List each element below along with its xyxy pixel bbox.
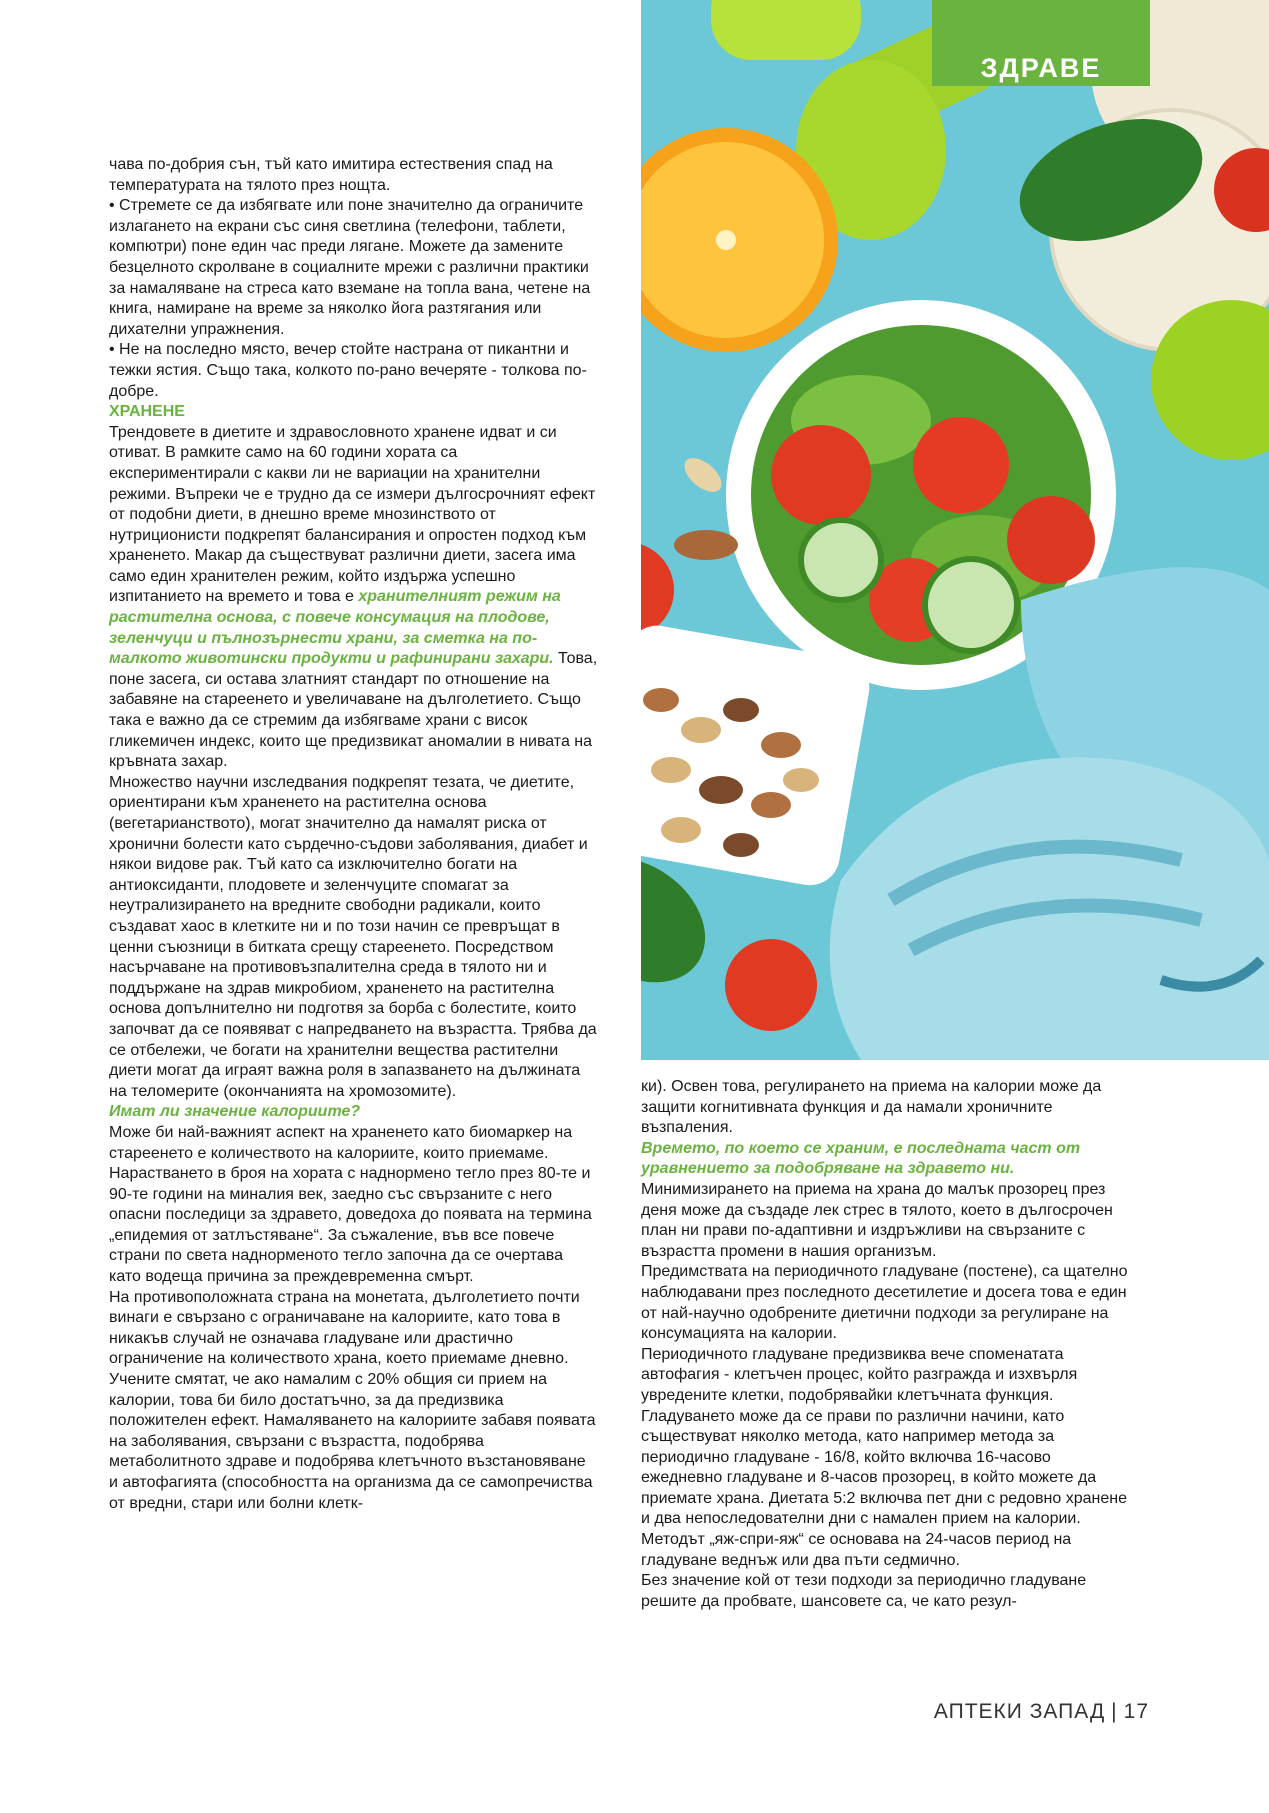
dumbbell-end: [711, 0, 861, 60]
section-heading: ХРАНЕНЕ: [109, 403, 185, 421]
paragraph: Може би най-важният аспект на храненето като биомаркер на стареенето е количеството на калориите, които приемаме. Нарастването в броя на хората с наднормено тегло през 80-те и 90-те години на миналия век, заедно със свързаните с него опасни последици за здравето, доведоха до появата на термина „епидемия от затлъстяване“. За съжаление, във все повече страни по света наднорменото тегло започна да се очертава като водеща причина за преждевременна смърт.: [109, 1123, 592, 1286]
page-footer: [934, 1700, 1149, 1724]
article-column-left: [109, 155, 599, 1514]
paragraph: Гладуването може да се прави по различни начини, като съществуват няколко метода, като например метода за периодично гладуване - 16/8, който включва 16-часово ежедневно гладуване и 8-часов прозорец, в който можете да приемате храна. Диетата 5:2 включва пет дни с редовно хранене и два непоследователни дни с намален прием на калории. Методът „яж-спри-яж“ се основава на 24-часов период на гладуване веднъж или два пъти седмично.: [641, 1407, 1127, 1569]
paragraph: Предимствата на периодичното гладуване (постене), са щателно наблюдавани през последното десетилетие и досега това е един от най-научно одобрените диетични подходи за регулиране на консумацията на калории.: [641, 1263, 1128, 1343]
paragraph: Периодичното гладуване предизвиква вече споменатата автофагия - клетъчен процес, който разгражда и изхвърля увредените клетки, подобрявайки клетъчната функция.: [641, 1345, 1078, 1404]
cashew: [678, 452, 727, 499]
page-number: 17: [1123, 1700, 1149, 1723]
paragraph: Множество научни изследвания подкрепят тезата, че диетите, ориентирани към храненето на растителна основа (вегетарианството), могат значително да намалят риска от хронични болести като сърдечно-съдови заболявания, диабет и някои видове рак. Тъй като са изключително богати на антиоксиданти, плодовете и зеленчуците спомагат за неутрализирането на вредните свободни радикали, които създават хаос в клетките ни и по този начин се превръщат в ценни съюзници в битката срещу стареенето. Посредством насърчаване на противовъзпалителна среда в тялото ни и поддържане на здрав микробиом, храненето на растителна основа допълнително ни подготвя за борба с болестите, които започват да се появяват с напредването на възрастта. Трябва да се отбележи, че богати на хранителни вещества растителни диети могат да играят важна роля в запазването на дължината на теломерите (окончанията на хромозомите).: [109, 773, 597, 1100]
publication-name: АПТЕКИ ЗАПАД: [933, 1700, 1106, 1723]
tomato-slice: [913, 417, 1009, 513]
cherry-tomato: [641, 542, 674, 638]
article-column-right: [641, 1077, 1131, 1612]
paragraph: Трендовете в диетите и здравословното хранене идват и си отиват. В рамките само на 60 години хората са експериментирали с какви ли не вариации на хранителни режими. Въпреки че е трудно да се измери дългосрочният ефект от подобни диети, в днешно време мнозинството от нутриционисти подкрепят балансирания и опростен подход към храненето. Макар да съществуват различни диети, засега има само един хранителен режим, който издържа успешно изпитанието на времето и това е хранителният режим на растителна основа, с повече консумация на плодове, зеленчуци и пълнозърнести храни, за сметка на по-малкото животински продукти и рафинирани захари. Това, поне засега, си остава златният стандарт по отношение на забавяне на стареенето и увеличаване на дълголетието. Също така е важно да се стремим да избягваме храни с висок гликемичен индекс, които ще предизвикат аномалии в нивата на кръвната захар.: [109, 423, 598, 771]
paragraph: На противоположната страна на монетата, дълголетието почти винаги е свързано с ограничаване на калориите, като това в никакъв случай не означава гладуване или драстично ограничение на количеството храна, което приемаме дневно.: [109, 1288, 580, 1368]
subheading: Имат ли значение калориите?: [109, 1103, 361, 1121]
almond: [674, 530, 738, 560]
highlight-text: хранителният режим на растителна основа, с повече консумация на плодове, зеленчуци и пълнозърнести храни, за сметка на по-малкото животински продукти и рафинирани захари.: [109, 588, 561, 668]
paragraph: Времето, по което се храним, е последната част от уравнението за подобряване на здравето ни. Минимизирането на приема на храна до малък прозорец през деня може да създаде лек стрес в тялото, което в дългосрочен план ни прави по-адаптивни и издръжливи на свързаните с възрастта промени в нашия организъм.: [641, 1139, 1113, 1260]
tomato-slice: [771, 425, 871, 525]
cherry-tomato: [725, 939, 817, 1031]
paragraph: Учените смятат, че ако намалим с 20% общия си прием на калории, това би било достатъчно, за да предизвика положителен ефект. Намаляването на калориите забавя появата на заболявания, свързани с възрастта, подобрява метаболитното здраве и подобрява клетъчното възстановяване и автофагията (способността на организма да се самопречиства от вредни, стари или болни клетк-: [109, 1371, 596, 1512]
paragraph: Без значение кой от тези подходи за периодично гладуване решите да пробвате, шансовете са, че като резул-: [641, 1572, 1087, 1610]
bullet-item: • Стремете се да избягвате или поне значително да ограничите излагането на екрани със синя светлина (телефони, таблети, компютри) поне един час преди лягане. Можете да замените безцелното скролване в социалните мрежи с различни практики за намаляване на стреса като вземане на топла вана, четене на книга, намиране на време за няколко йога разтягания или дихателни упражнения.: [109, 197, 591, 338]
highlight-text: Времето, по което се храним, е последната част от уравнението за подобряване на здравето ни.: [641, 1139, 1081, 1178]
paragraph: чава по-добрия сън, тъй като имитира естествения спад на температурата на тялото през нощта.: [109, 156, 553, 194]
food-fitness-illustration: [641, 0, 1269, 1060]
paragraph: ки). Освен това, регулирането на приема на калории може да защити когнитивната функция и да намали хроничните възпаления.: [641, 1078, 1102, 1137]
footer-separator: |: [1111, 1700, 1118, 1723]
hero-photo: [641, 0, 1269, 1060]
cucumber-slice: [925, 559, 1017, 651]
bullet-item: • Не на последно място, вечер стойте настрана от пикантни и тежки ястия. Също така, колкото по-рано вечеряте - толкова по-добре.: [109, 341, 587, 400]
tomato-slice: [1007, 496, 1095, 584]
cucumber-slice: [801, 520, 881, 600]
section-tag: ЗДРАВЕ: [932, 0, 1150, 86]
